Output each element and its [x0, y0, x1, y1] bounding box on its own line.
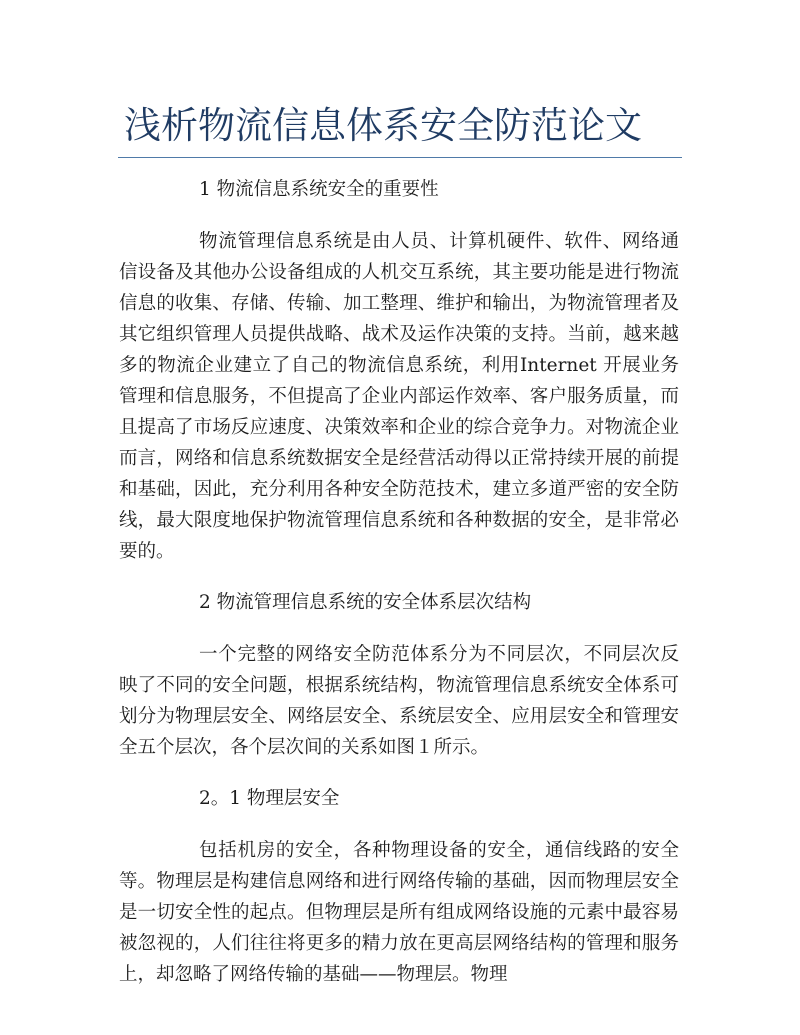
document-body: [119, 174, 679, 1010]
section-paragraph-1: 物流管理信息系统是由人员、计算机硬件、软件、网络通信设备及其他办公设备组成的人机交互系统，其主要功能是进行物流信息的收集、存储、传输、加工整理、维护和输出，为物流管理者及其它组织管理人员提供战略、战术及运作决策的支持。当前，越来越多的物流企业建立了自己的物流信息系统，利用Internet 开展业务管理和信息服务，不但提高了企业内部运作效率、客户服务质量，而且提高了市场反应速度、决策效率和企业的综合竞争力。对物流企业而言，网络和信息系统数据安全是经营活动得以正常持续开展的前提和基础，因此，充分利用各种安全防范技术，建立多道严密的安全防线，最大限度地保护物流管理信息系统和各种数据的安全，是非常必要的。: [119, 231, 679, 562]
title-divider: [118, 157, 682, 158]
document-title: 浅析物流信息体系安全防范论文: [124, 104, 642, 147]
section-paragraph-2-1: 包括机房的安全，各种物理设备的安全，通信线路的安全等。物理层是构建信息网络和进行网络传输的基础，因而物理层安全是一切安全性的起点。但物理层是所有组成网络设施的元素中最容易被忽视的，人们往往将更多的精力放在更高层网络结构的管理和服务上，却忽略了网络传输的基础——物理层。物理: [119, 840, 679, 985]
section-heading-2: 2 物流管理信息系统的安全体系层次结构: [199, 592, 532, 613]
section-paragraph-2: 一个完整的网络安全防范体系分为不同层次，不同层次反映了不同的安全问题，根据系统结构，物流管理信息系统安全体系可划分为物理层安全、网络层安全、系统层安全、应用层安全和管理安全五个层次，各个层次间的关系如图１所示。: [119, 644, 679, 758]
section-heading-2-1: 2。1 物理层安全: [199, 788, 340, 809]
section-heading-1: 1 物流信息系统安全的重要性: [199, 179, 439, 200]
